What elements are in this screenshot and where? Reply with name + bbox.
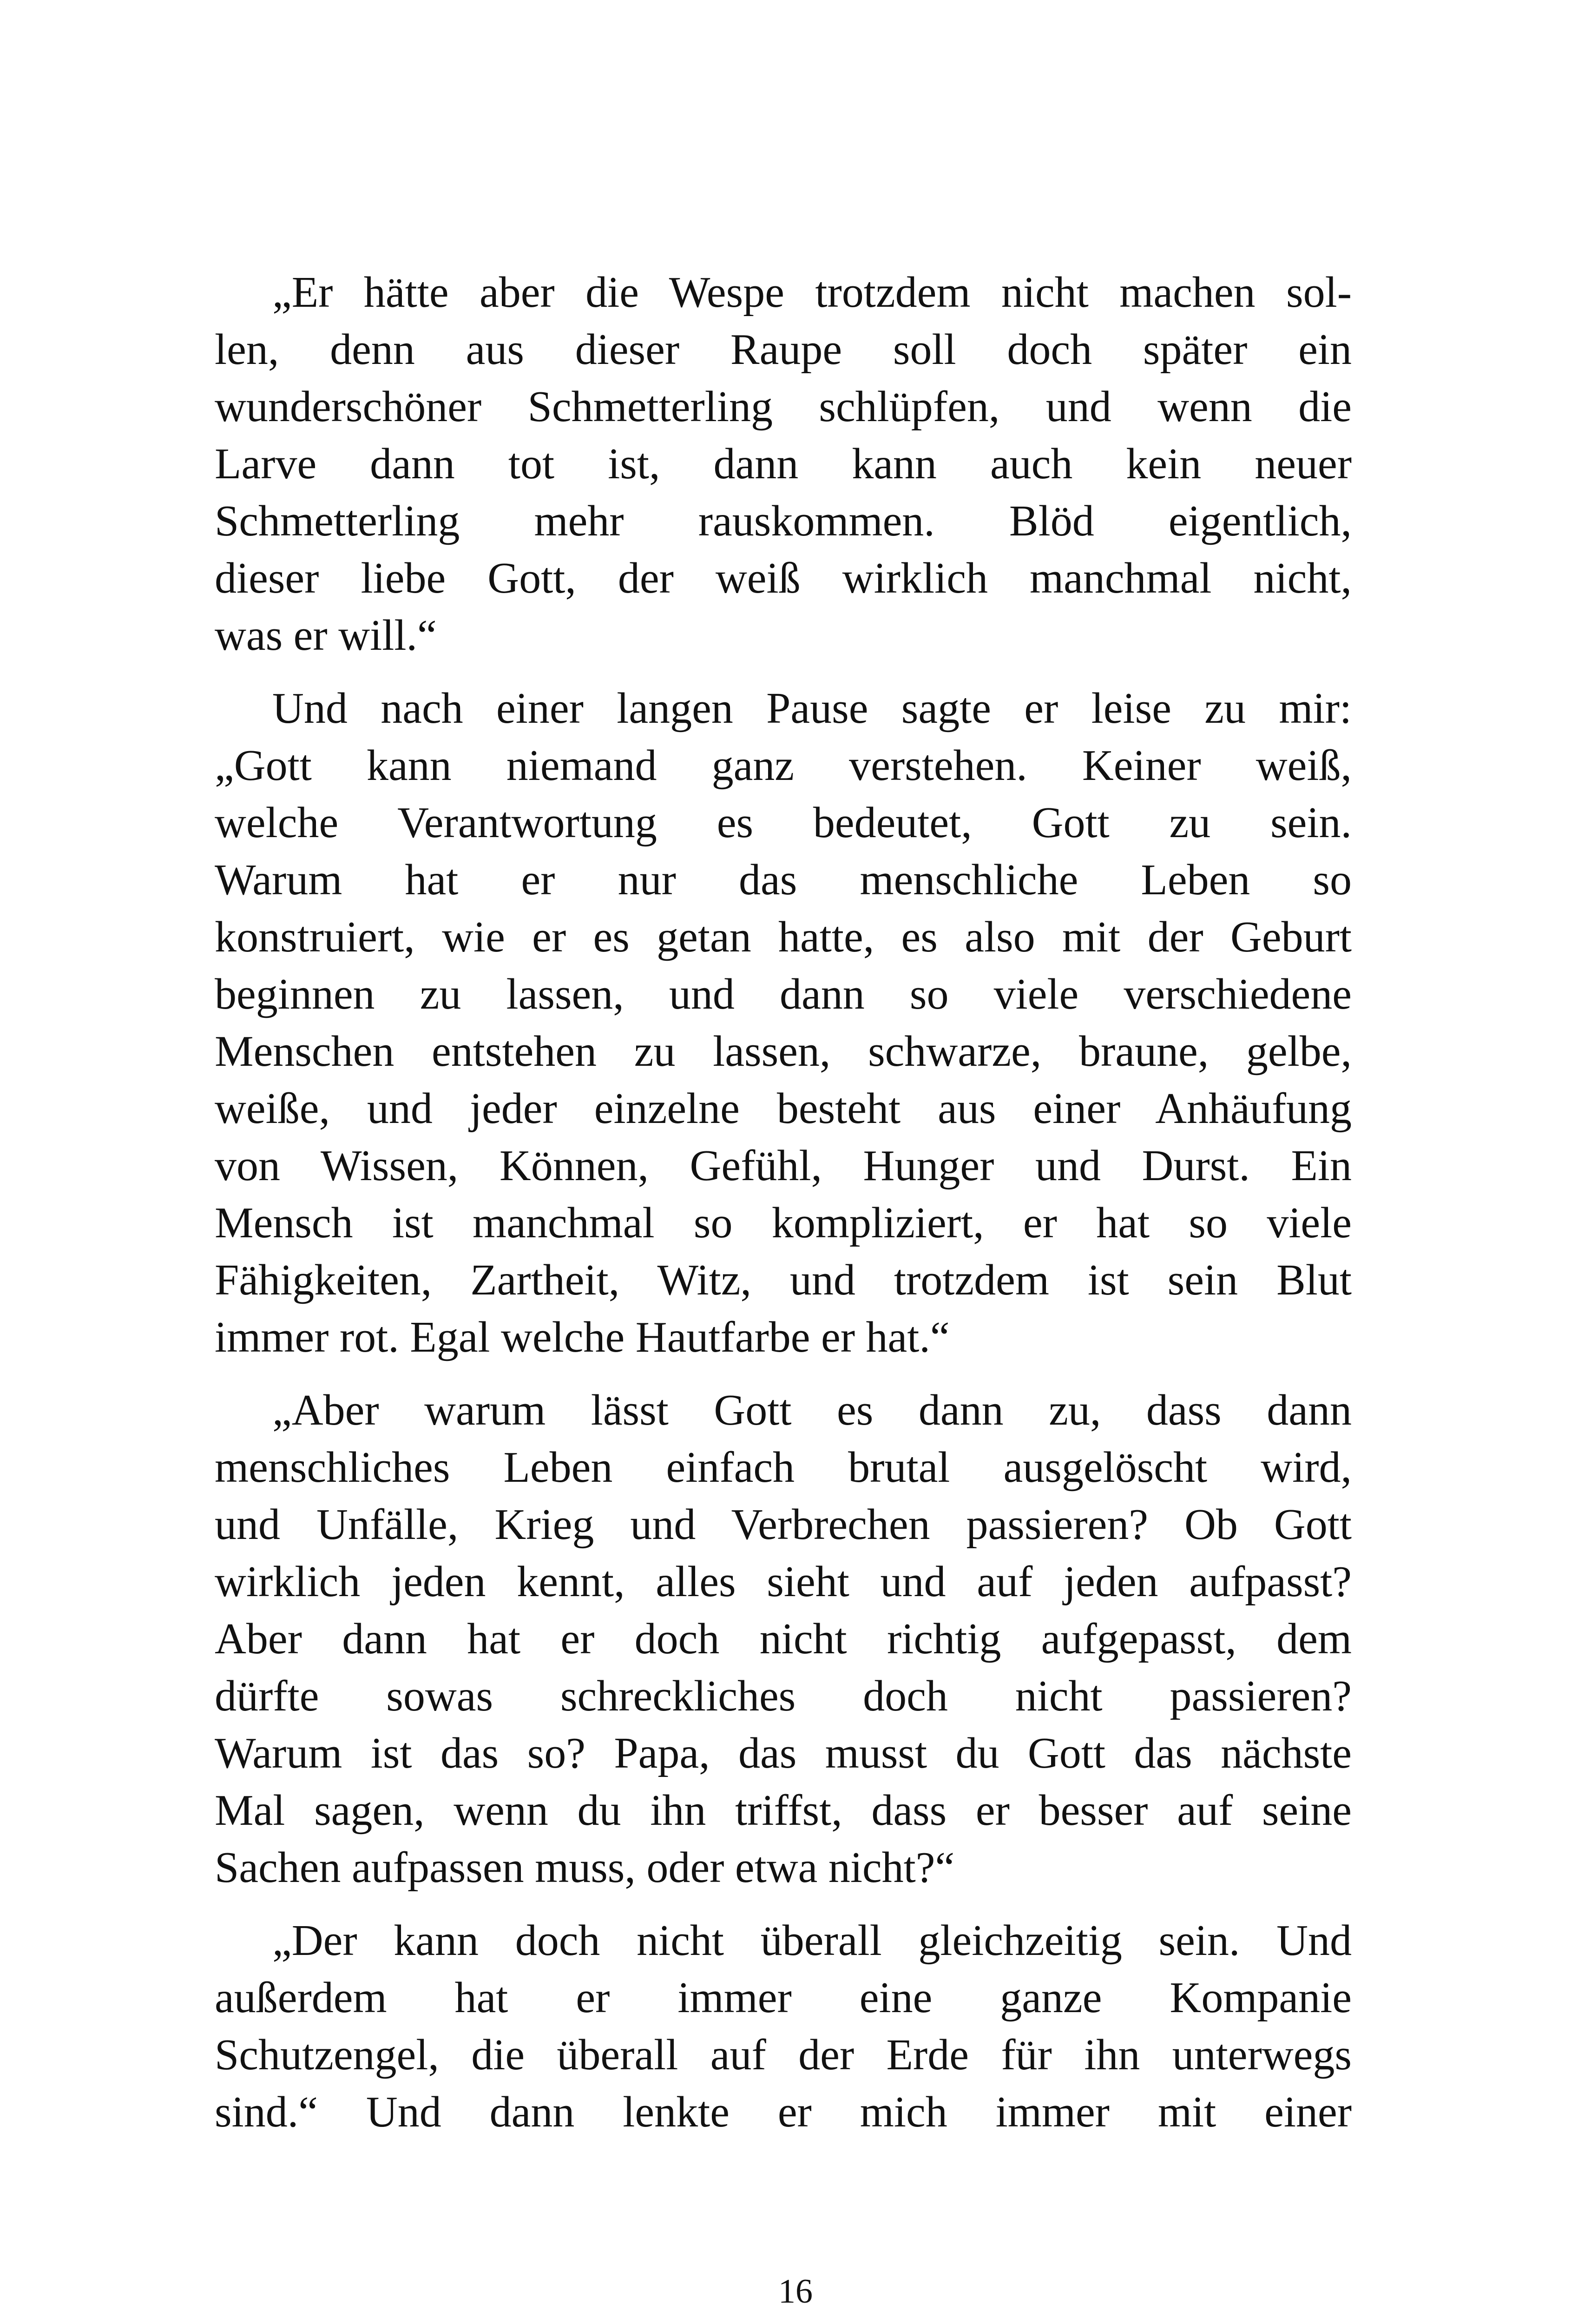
- paragraph-2: [215, 680, 1352, 1366]
- text-line: Mal sagen, wenn du ihn triffst, dass er besser auf seine: [215, 1786, 1352, 1835]
- text-line: wirklich jeden kennt, alles sieht und auf jeden aufpasst?: [215, 1558, 1352, 1606]
- text-line: Schutzengel, die überall auf der Erde für ihn unterwegs: [215, 2031, 1352, 2079]
- text-line: Warum hat er nur das menschliche Leben so: [215, 856, 1352, 904]
- text-line: außerdem hat er immer eine ganze Kompanie: [215, 1974, 1352, 2022]
- text-line: menschliches Leben einfach brutal ausgelöscht wird,: [215, 1443, 1352, 1492]
- text-line: Und nach einer langen Pause sagte er leise zu mir:: [272, 684, 1352, 733]
- text-line: Sachen aufpassen muss, oder etwa nicht?“: [215, 1843, 955, 1892]
- paragraph-3: [215, 1382, 1352, 1896]
- text-line: Schmetterling mehr rauskommen. Blöd eigentlich,: [215, 497, 1352, 545]
- text-line: „Er hätte aber die Wespe trotzdem nicht machen sol-: [272, 268, 1352, 317]
- text-line: len, denn aus dieser Raupe soll doch später ein: [215, 325, 1352, 374]
- body-text: [215, 264, 1352, 2157]
- text-line: beginnen zu lassen, und dann so viele verschiedene: [215, 970, 1352, 1018]
- text-line: Menschen entstehen zu lassen, schwarze, braune, gelbe,: [215, 1027, 1352, 1076]
- paragraph-4: [215, 1912, 1352, 2141]
- text-line: Larve dann tot ist, dann kann auch kein neuer: [215, 440, 1352, 488]
- text-line: dürfte sowas schreckliches doch nicht passieren?: [215, 1672, 1352, 1720]
- text-line: weiße, und jeder einzelne besteht aus einer Anhäufung: [215, 1084, 1352, 1133]
- text-line: was er will.“: [215, 611, 437, 660]
- text-line: von Wissen, Können, Gefühl, Hunger und Durst. Ein: [215, 1142, 1352, 1190]
- text-line: sind.“ Und dann lenkte er mich immer mit einer: [215, 2088, 1352, 2136]
- text-line: Mensch ist manchmal so kompliziert, er hat so viele: [215, 1199, 1352, 1247]
- paragraph-1: [215, 264, 1352, 664]
- text-line: Warum ist das so? Papa, das musst du Gott das nächste: [215, 1729, 1352, 1777]
- text-line: „Aber warum lässt Gott es dann zu, dass dann: [272, 1386, 1352, 1434]
- text-line: immer rot. Egal welche Hautfarbe er hat.“: [215, 1313, 950, 1361]
- text-line: und Unfälle, Krieg und Verbrechen passieren? Ob Gott: [215, 1500, 1352, 1549]
- text-line: Fähigkeiten, Zartheit, Witz, und trotzdem ist sein Blut: [215, 1256, 1352, 1304]
- text-line: „Der kann doch nicht überall gleichzeitig sein. Und: [272, 1916, 1352, 1965]
- text-line: welche Verantwortung es bedeutet, Gott zu sein.: [215, 799, 1352, 847]
- text-line: wunderschöner Schmetterling schlüpfen, und wenn die: [215, 383, 1352, 431]
- text-line: konstruiert, wie er es getan hatte, es also mit der Geburt: [215, 913, 1352, 961]
- page-number: 16: [778, 2272, 813, 2311]
- text-line: „Gott kann niemand ganz verstehen. Keiner weiß,: [215, 741, 1352, 790]
- text-line: Aber dann hat er doch nicht richtig aufgepasst, dem: [215, 1615, 1352, 1663]
- text-line: dieser liebe Gott, der weiß wirklich manchmal nicht,: [215, 554, 1352, 602]
